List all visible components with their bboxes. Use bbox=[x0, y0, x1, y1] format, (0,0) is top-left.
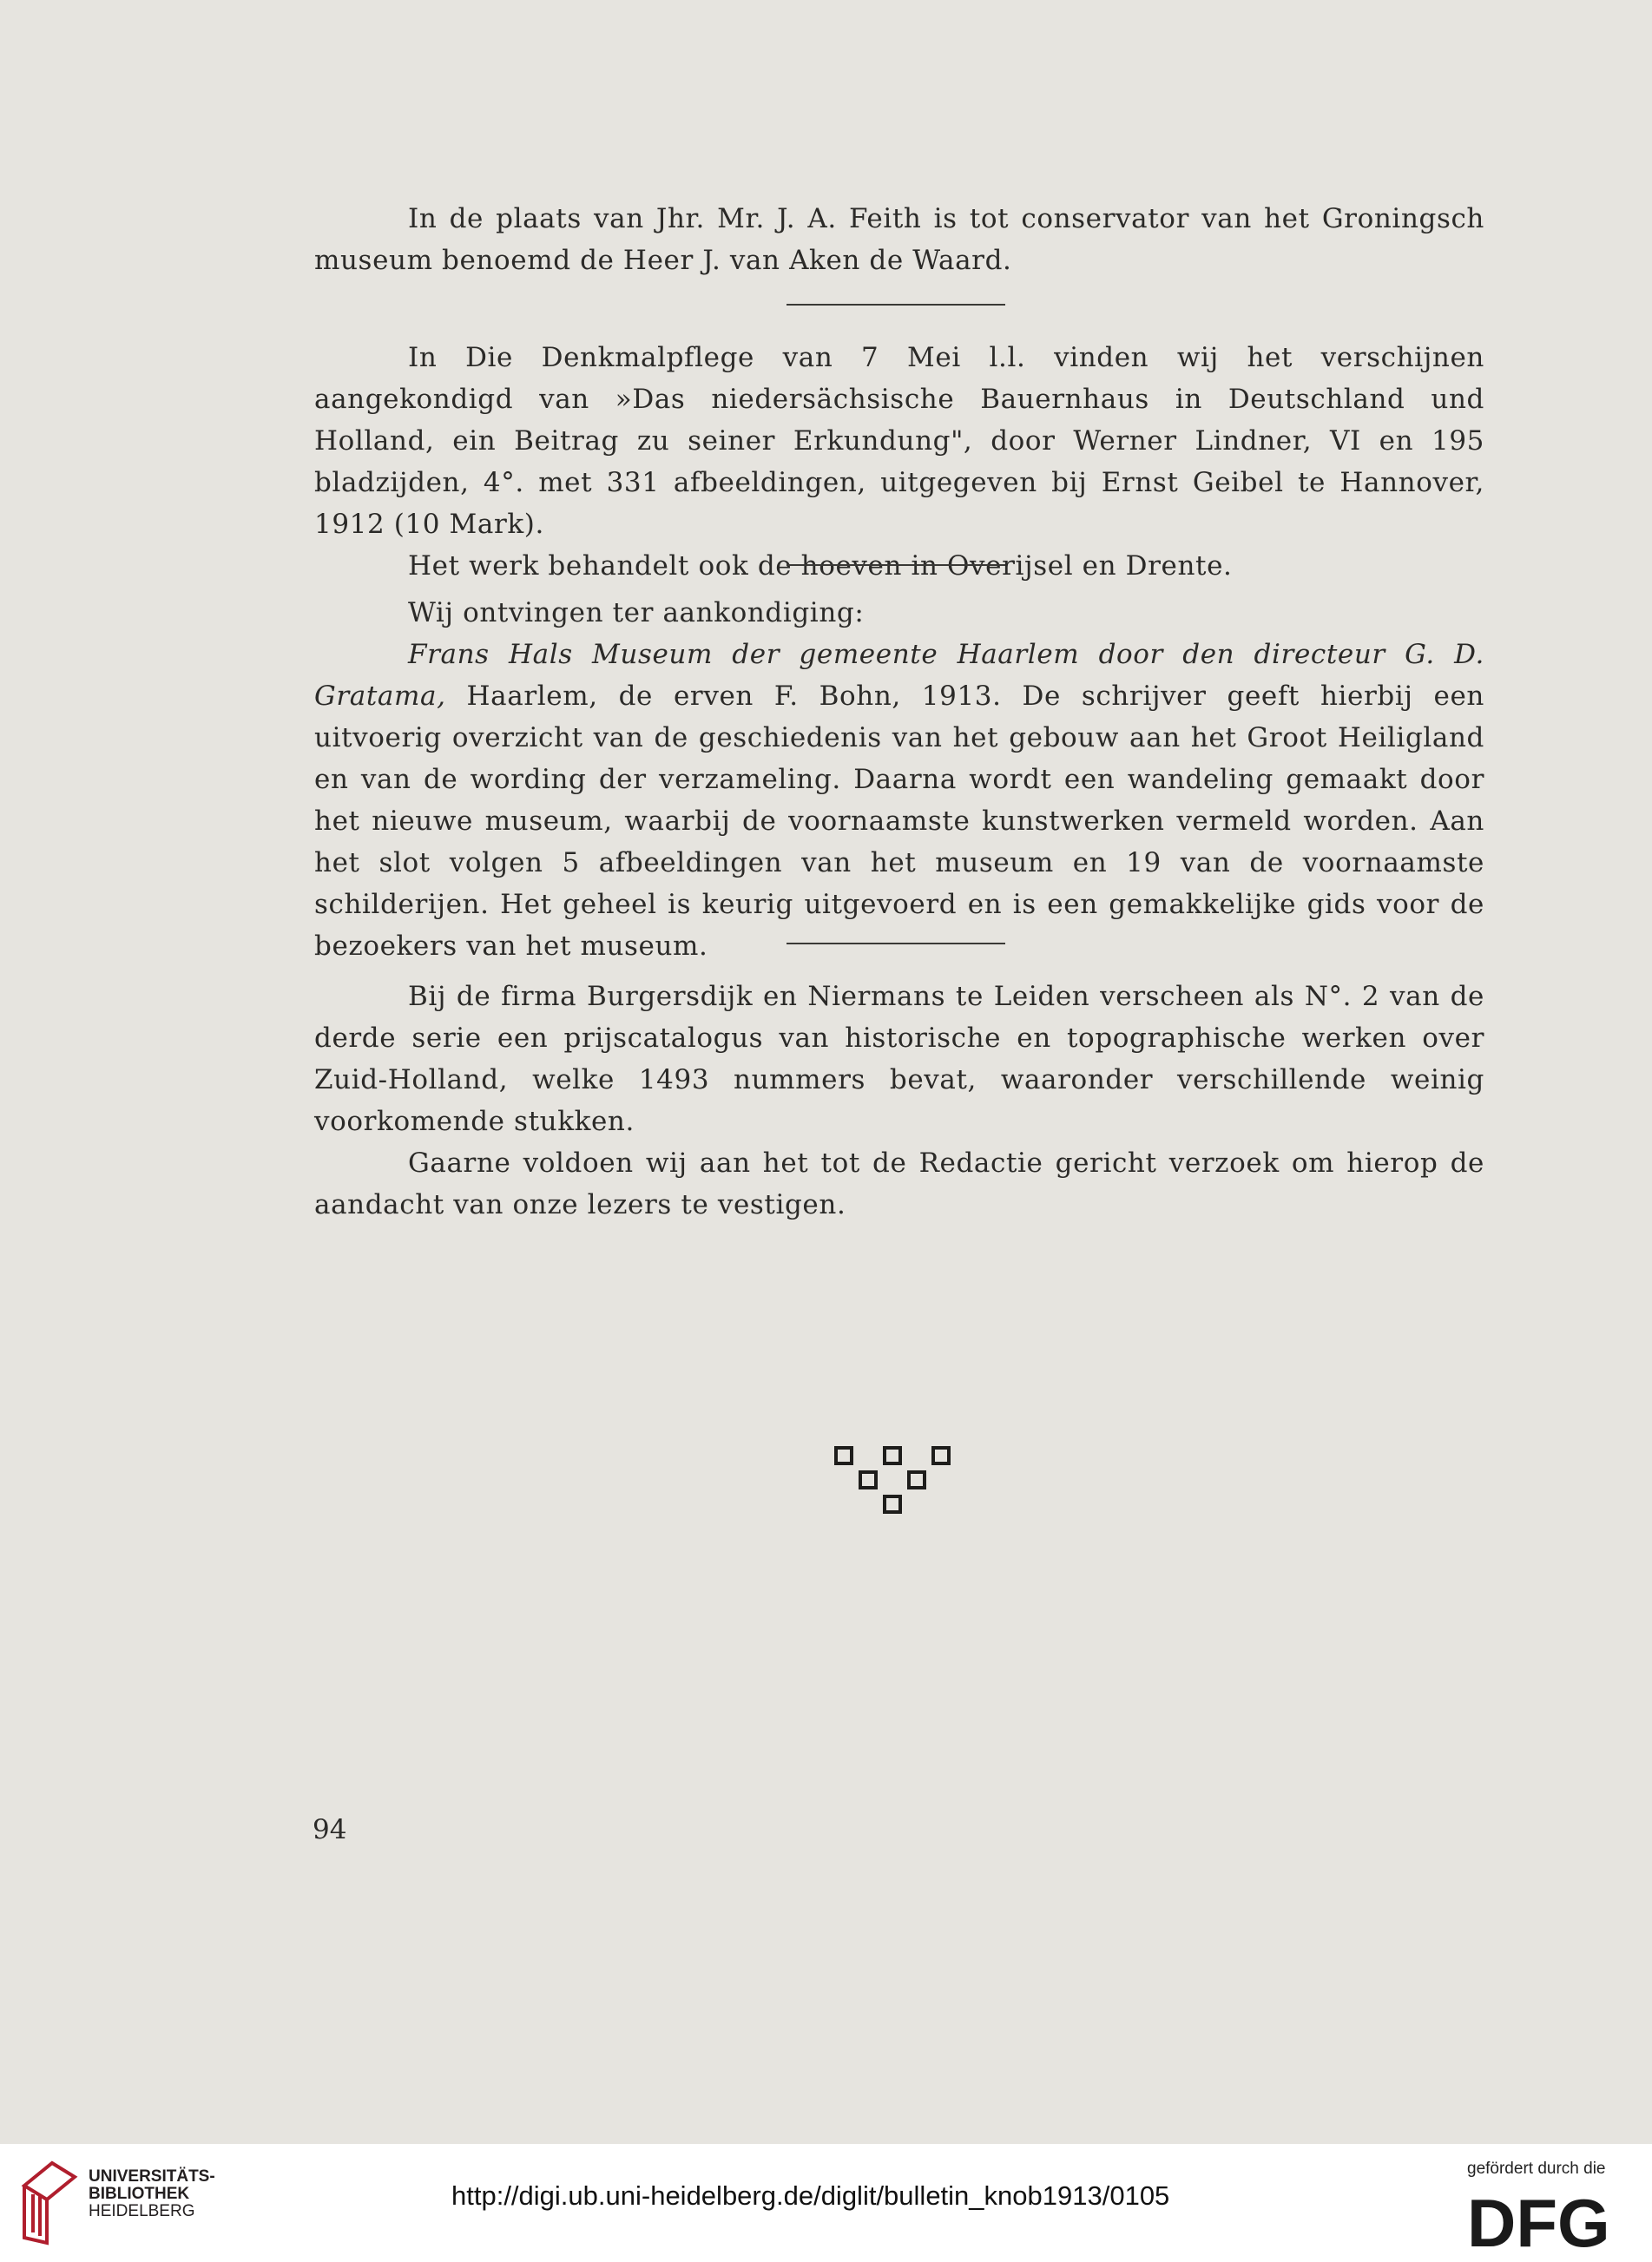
paragraph-feith bbox=[314, 198, 1484, 281]
university-library-logo-icon bbox=[17, 2160, 78, 2246]
book-review: Haarlem, de erven F. Bohn, 1913. De schrijver geeft hierbij een uitvoerig overzicht van de geschiedenis van het gebouw aan het Groot Heiligland en van de wording der verzameling. Daarna wordt een wandeling gemaakt door het nieuwe museum, waarbij de voornaamste kunstwerken vermeld worden. Aan het slot volgen 5 afbeeldingen van het museum en 19 van de voornaamste schilderijen. Het geheel is keurig uitgevoerd en is een gemakkelijke gids voor de bezoekers van het museum. bbox=[314, 681, 1484, 962]
paragraph-denkmalpflege bbox=[314, 337, 1484, 587]
dfg-logo bbox=[1467, 2191, 1632, 2252]
book-title: Frans Hals Museum der gemeente Haarlem door den directeur G. D. Gratama, bbox=[314, 639, 1484, 712]
paragraph-text: In Die Denkmalpflege van 7 Mei l.l. vinden wij het verschijnen aangekondigd van »Das niedersächsische Bauernhaus in Deutschland und Holland, ein Beitrag zu seiner Erkundung", door Werner Lindner, VI en 195 bladzijden, 4°. met 331 afbeeldingen, uitgegeven bij Ernst Geibel te Hannover, 1912 (10 Mark). bbox=[314, 342, 1484, 540]
paragraph-text: Wij ontvingen ter aankondiging: bbox=[408, 597, 865, 628]
paragraph-text: Bij de firma Burgersdijk en Niermans te Leiden verscheen als N°. 2 van de derde serie een prijscatalogus van historische en topographische werken over Zuid-Holland, welke 1493 nummers bevat, waaronder verschillende weinig voorkomende stukken. bbox=[314, 981, 1484, 1137]
squares-ornament-icon bbox=[829, 1444, 959, 1522]
paragraph-frans-hals bbox=[314, 592, 1484, 967]
svg-text:DFG: DFG bbox=[1467, 2191, 1610, 2252]
paragraph-text: Het werk behandelt ook de hoeven in Overijsel en Drente. bbox=[408, 550, 1233, 582]
source-url-link[interactable]: http://digi.ub.uni-heidelberg.de/diglit/bulletin_knob1913/0105 bbox=[451, 2180, 1170, 2211]
footer-bar bbox=[0, 2144, 1652, 2262]
university-library-name: UNIVERSITÄTS- BIBLIOTHEK HEIDELBERG bbox=[89, 2167, 215, 2220]
section-divider bbox=[787, 943, 1005, 944]
page-number: 94 bbox=[313, 1814, 347, 1845]
paragraph-text: Gaarne voldoen wij aan het tot de Redactie gericht verzoek om hierop de aandacht van onze lezers te vestigen. bbox=[314, 1147, 1484, 1220]
funded-by-label: gefördert durch die bbox=[1467, 2160, 1606, 2178]
paragraph-text: In de plaats van Jhr. Mr. J. A. Feith is tot conservator van het Groningsch museum benoemd de Heer J. van Aken de Waard. bbox=[314, 203, 1484, 276]
section-divider bbox=[787, 564, 1005, 566]
section-divider bbox=[787, 304, 1005, 306]
paragraph-burgersdijk bbox=[314, 976, 1484, 1226]
paragraph-text bbox=[314, 634, 1484, 967]
